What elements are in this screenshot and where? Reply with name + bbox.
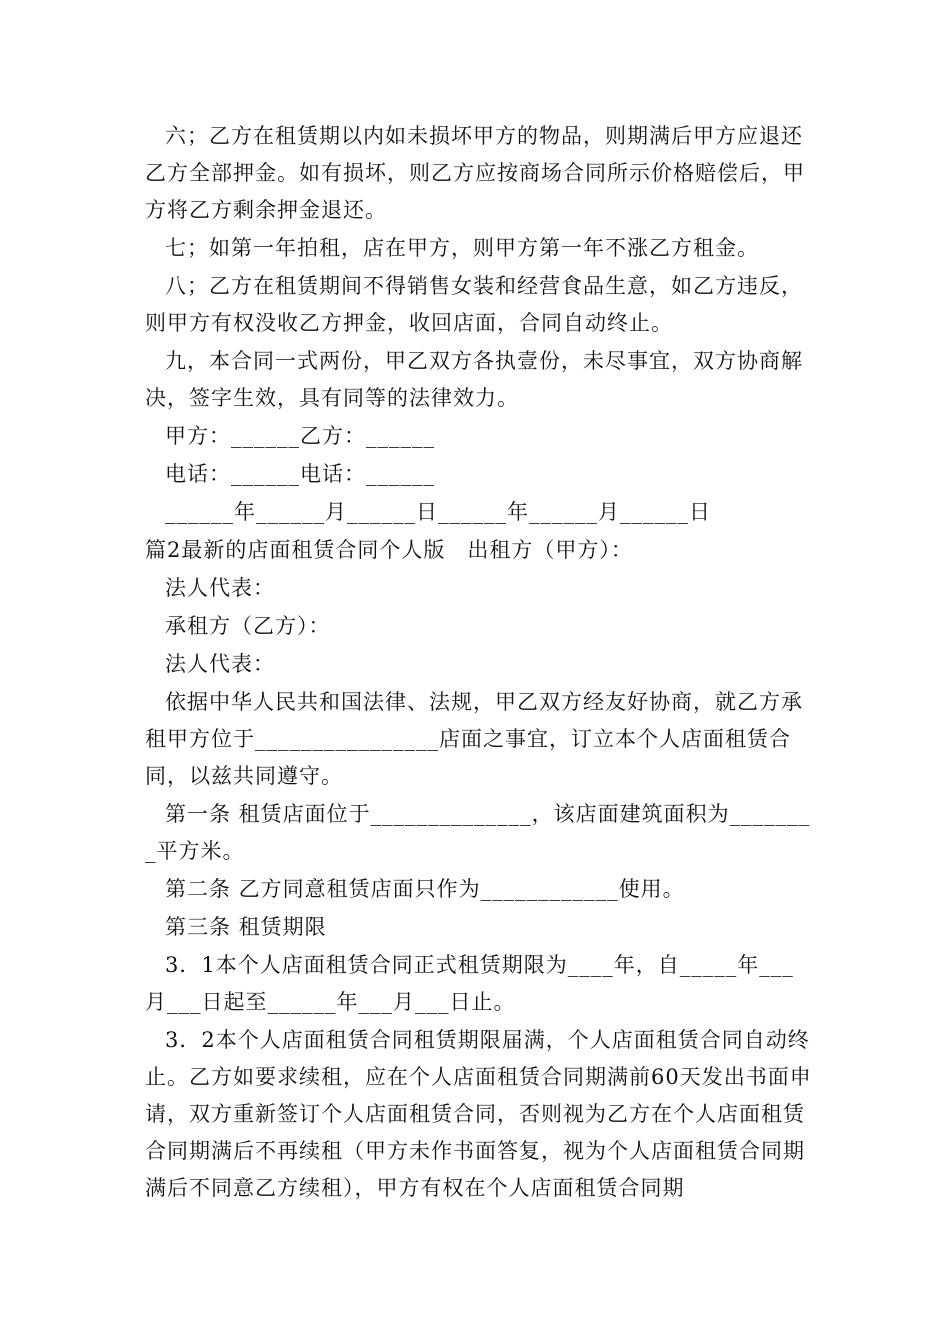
article-3-heading: 第三条 租赁期限 (165, 915, 327, 939)
signature-line-phones: 电话：______电话：______ (165, 462, 435, 486)
article-1: 第一条 租赁店面位于______________，该店面建筑面积为________平方米。 (145, 802, 811, 863)
article-3-1: 3．1本个人店面租赁合同正式租赁期限为____年，自_____年___月___日起至______年___月___日止。 (145, 953, 794, 1014)
legal-rep-lessee: 法人代表： (165, 652, 275, 676)
document-body (145, 118, 815, 1208)
paragraph-clause-9: 九，本合同一式两份，甲乙双方各执壹份，未尽事宜，双方协商解决，签字生效，具有同等的法律效力。 (145, 349, 803, 410)
lessee-label: 承租方（乙方）： (165, 614, 331, 638)
signature-line-parties: 甲方：______乙方：______ (165, 424, 435, 448)
article-2: 第二条 乙方同意租赁店面只作为____________使用。 (165, 877, 685, 901)
article-3-2: 3．2本个人店面租赁合同租赁期限届满，个人店面租赁合同自动终止。乙方如要求续租，应在个人店面租赁合同期满前60天发出书面申请，双方重新签订个人店面租赁合同，否则视为乙方在个人店面租赁合同期满后不再续租（甲方未作书面答复，视为个人店面租赁合同期满后不同意乙方续租），甲方有权在个人店面租赁合同期 (145, 1028, 812, 1200)
paragraph-clause-7: 七；如第一年拍租，店在甲方，则甲方第一年不涨乙方租金。 (165, 236, 759, 260)
paragraph-clause-8: 八；乙方在租赁期间不得销售女装和经营食品生意，如乙方违反，则甲方有权没收乙方押金，收回店面，合同自动终止。 (145, 274, 803, 335)
section-heading-2: 篇2最新的店面租赁合同个人版 出租方（甲方）： (145, 538, 633, 562)
paragraph-clause-6: 六；乙方在租赁期以内如未损坏甲方的物品，则期满后甲方应退还乙方全部押金。如有损坏，则乙方应按商场合同所示价格赔偿后，甲方将乙方剩余押金退还。 (145, 124, 805, 222)
legal-rep-lessor: 法人代表： (165, 576, 275, 600)
signature-line-dates: ______年______月______日______年______月______日 (165, 500, 711, 524)
paragraph-preamble: 依据中华人民共和国法律、法规，甲乙双方经友好协商，就乙方承租甲方位于________________店面之事宜，订立本个人店面租赁合同，以兹共同遵守。 (145, 690, 803, 788)
